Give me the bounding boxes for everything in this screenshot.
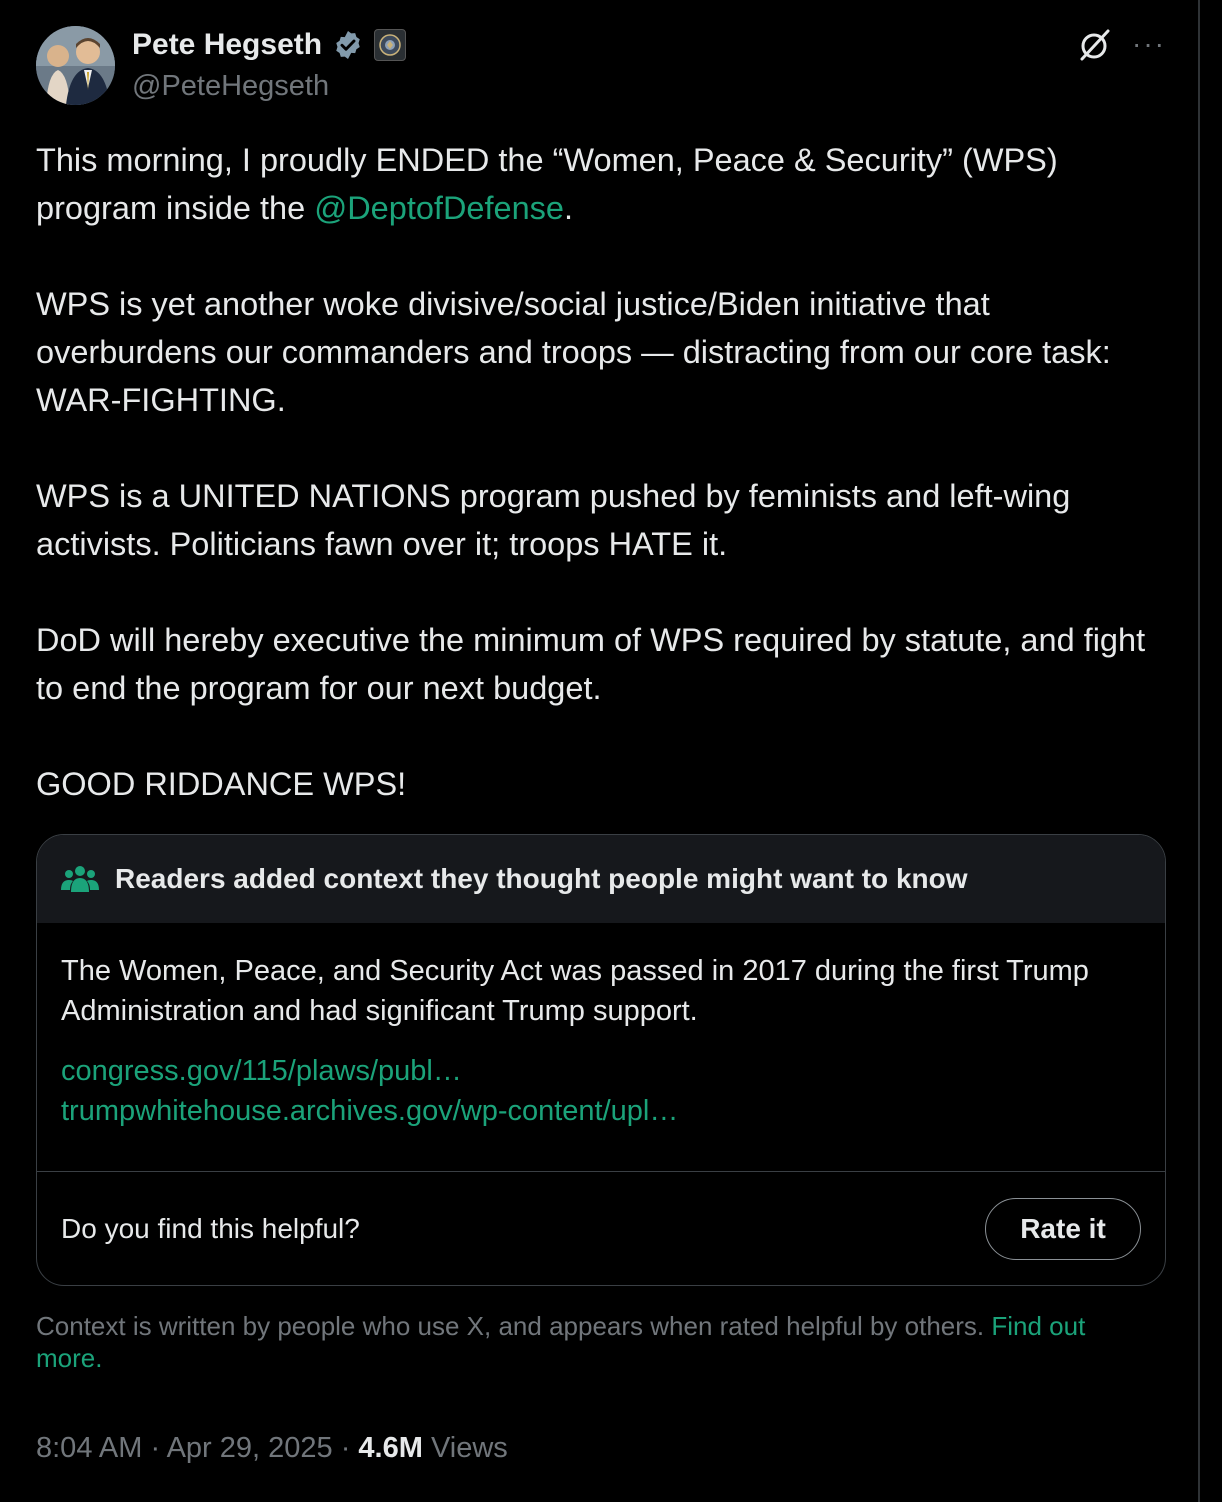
- context-footer: Context is written by people who use X, and appears when rated helpful by others. Find out more.: [36, 1311, 1086, 1373]
- people-icon: [61, 864, 99, 894]
- helpful-question: Do you find this helpful?: [61, 1212, 360, 1244]
- views-label: Views: [422, 1432, 508, 1464]
- timestamp[interactable]: 8:04 AM · Apr 29, 2025 ·: [36, 1432, 359, 1464]
- community-note-text: The Women, Peace, and Security Act was passed in 2017 during the first Trump Administration and had significant Trump support.: [61, 955, 1089, 1027]
- post-paragraph: DoD will hereby executive the minimum of WPS required by statute, and fight to end the program for our next budget.: [36, 622, 1146, 706]
- post-meta: [36, 1432, 508, 1465]
- community-note-footer: [37, 1171, 1165, 1285]
- post-paragraph: WPS is a UNITED NATIONS program pushed by feminists and left-wing activists. Politicians fawn over it; troops HATE it.: [36, 478, 1071, 562]
- source-link[interactable]: trumpwhitehouse.archives.gov/wp-content/upl…: [61, 1095, 679, 1127]
- author-name[interactable]: Pete Hegseth: [132, 28, 323, 61]
- views-count: 4.6M: [358, 1432, 423, 1464]
- post-paragraph: WPS is yet another woke divisive/social justice/Biden initiative that overburdens our commanders and troops — distracting from our core task: WAR-FIGHTING.: [36, 286, 1111, 418]
- post-text: [36, 136, 1176, 856]
- avatar[interactable]: [36, 26, 115, 105]
- community-note-header: [37, 835, 1165, 923]
- affiliation-badge-icon[interactable]: [374, 29, 406, 61]
- mention-link[interactable]: @DeptofDefense: [314, 190, 564, 226]
- rate-it-button[interactable]: Rate it: [985, 1198, 1141, 1260]
- community-note-title: Readers added context they thought people might want to know: [115, 863, 968, 894]
- more-options-icon[interactable]: ···: [1132, 28, 1166, 59]
- find-out-more-link[interactable]: Find out more.: [36, 1311, 1086, 1373]
- author-handle[interactable]: @PeteHegseth: [132, 70, 330, 102]
- community-note-links: [37, 1031, 1165, 1131]
- source-link[interactable]: congress.gov/115/plaws/publ…: [61, 1055, 462, 1087]
- post-paragraph: GOOD RIDDANCE WPS!: [36, 766, 407, 802]
- verified-badge-icon[interactable]: [332, 29, 364, 61]
- post-paragraph: This morning, I proudly ENDED the “Women, Peace & Security” (WPS) program inside the @DeptofDefense.: [36, 142, 1058, 226]
- community-note: [36, 834, 1166, 1286]
- author-name-row: [132, 28, 406, 62]
- grok-icon[interactable]: [1076, 26, 1114, 64]
